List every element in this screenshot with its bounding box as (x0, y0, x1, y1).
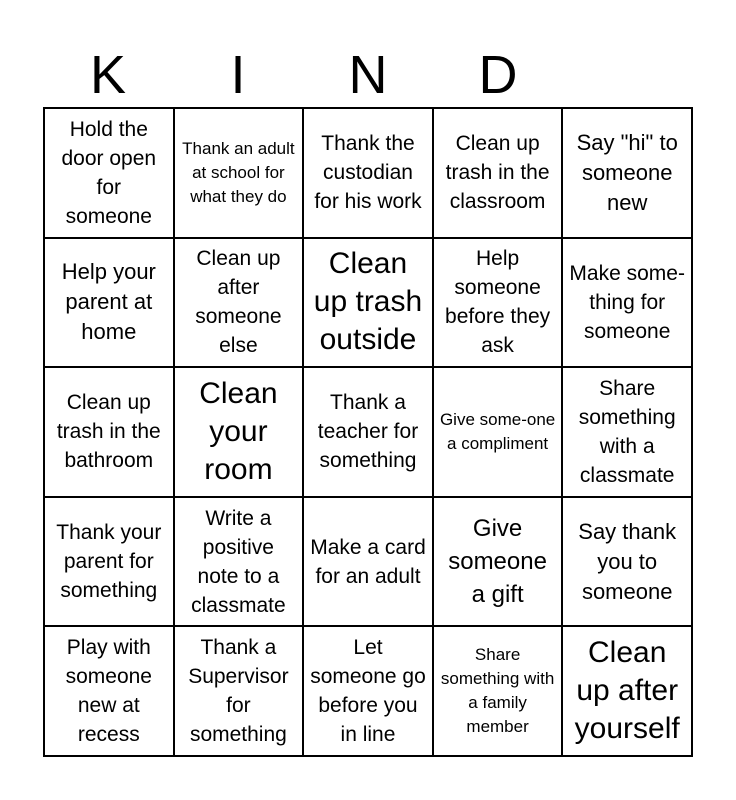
bingo-cell-r4c5[interactable] (563, 498, 693, 628)
cell-text: Thank a Supervisor for something (188, 636, 289, 747)
bingo-cell-r3c1[interactable] (45, 368, 175, 498)
bingo-cell-r5c2[interactable] (175, 627, 305, 757)
cell-text: Say "hi" to someone new (576, 129, 678, 215)
cell-text: Clean your room (199, 376, 278, 486)
bingo-cell-r1c1[interactable] (45, 109, 175, 239)
cell-text: Clean up after someone else (195, 247, 282, 358)
header-letter-n: N (348, 45, 388, 105)
cell-text: Thank your parent for something (56, 521, 162, 603)
cell-text: Make some-thing for someone (569, 261, 685, 343)
bingo-cell-r5c3[interactable] (304, 627, 434, 757)
cell-text: Thank the custodian for his work (314, 132, 422, 214)
bingo-cell-r4c1[interactable] (45, 498, 175, 628)
bingo-cell-r3c2[interactable] (175, 368, 305, 498)
cell-text: Thank an adult at school for what they do (182, 138, 295, 206)
cell-text: Share something with a family member (440, 645, 555, 737)
cell-text: Clean up after yourself (574, 636, 680, 746)
bingo-cell-r4c3[interactable] (304, 498, 434, 628)
bingo-cell-r1c4[interactable] (434, 109, 564, 239)
bingo-header (43, 40, 693, 110)
bingo-cell-r2c1[interactable] (45, 239, 175, 369)
cell-text: Say thank you to someone (578, 518, 677, 604)
cell-text: Give some-one a compliment (439, 409, 556, 453)
cell-text: Share something with a classmate (578, 376, 676, 487)
bingo-cell-r1c2[interactable] (175, 109, 305, 239)
header-letter-d: D (478, 45, 518, 105)
cell-text: Clean up trash in the classroom (445, 132, 550, 214)
cell-text: Help your parent at home (61, 259, 156, 345)
cell-text: Hold the door open for someone (61, 117, 157, 228)
bingo-cell-r5c4[interactable] (434, 627, 564, 757)
bingo-cell-r4c4[interactable] (434, 498, 564, 628)
bingo-cell-r2c2[interactable] (175, 239, 305, 369)
cell-text: Let someone go before you in line (310, 636, 426, 747)
bingo-cell-r5c1[interactable] (45, 627, 175, 757)
bingo-cell-r3c5[interactable] (563, 368, 693, 498)
cell-text: Thank a teacher for something (317, 391, 419, 473)
header-letter-k: K (89, 45, 127, 105)
bingo-cell-r5c5[interactable] (563, 627, 693, 757)
cell-text: Play with someone new at recess (65, 636, 152, 747)
bingo-cell-r2c3[interactable] (304, 239, 434, 369)
bingo-cell-r3c4[interactable] (434, 368, 564, 498)
bingo-cell-r2c5[interactable] (563, 239, 693, 369)
cell-text: Help someone before they ask (445, 247, 551, 358)
bingo-cell-r1c5[interactable] (563, 109, 693, 239)
cell-text: Clean up trash outside (313, 247, 423, 357)
cell-text: Make a card for an adult (310, 535, 426, 588)
cell-text: Write a positive note to a classmate (191, 506, 286, 617)
bingo-cell-r1c3[interactable] (304, 109, 434, 239)
cell-text: Give someone a gift (448, 515, 547, 609)
header-letter-i: I (230, 45, 246, 105)
bingo-cell-r2c4[interactable] (434, 239, 564, 369)
bingo-grid (43, 107, 693, 757)
cell-text: Clean up trash in the bathroom (56, 391, 161, 473)
bingo-cell-r3c3[interactable] (304, 368, 434, 498)
bingo-cell-r4c2[interactable] (175, 498, 305, 628)
